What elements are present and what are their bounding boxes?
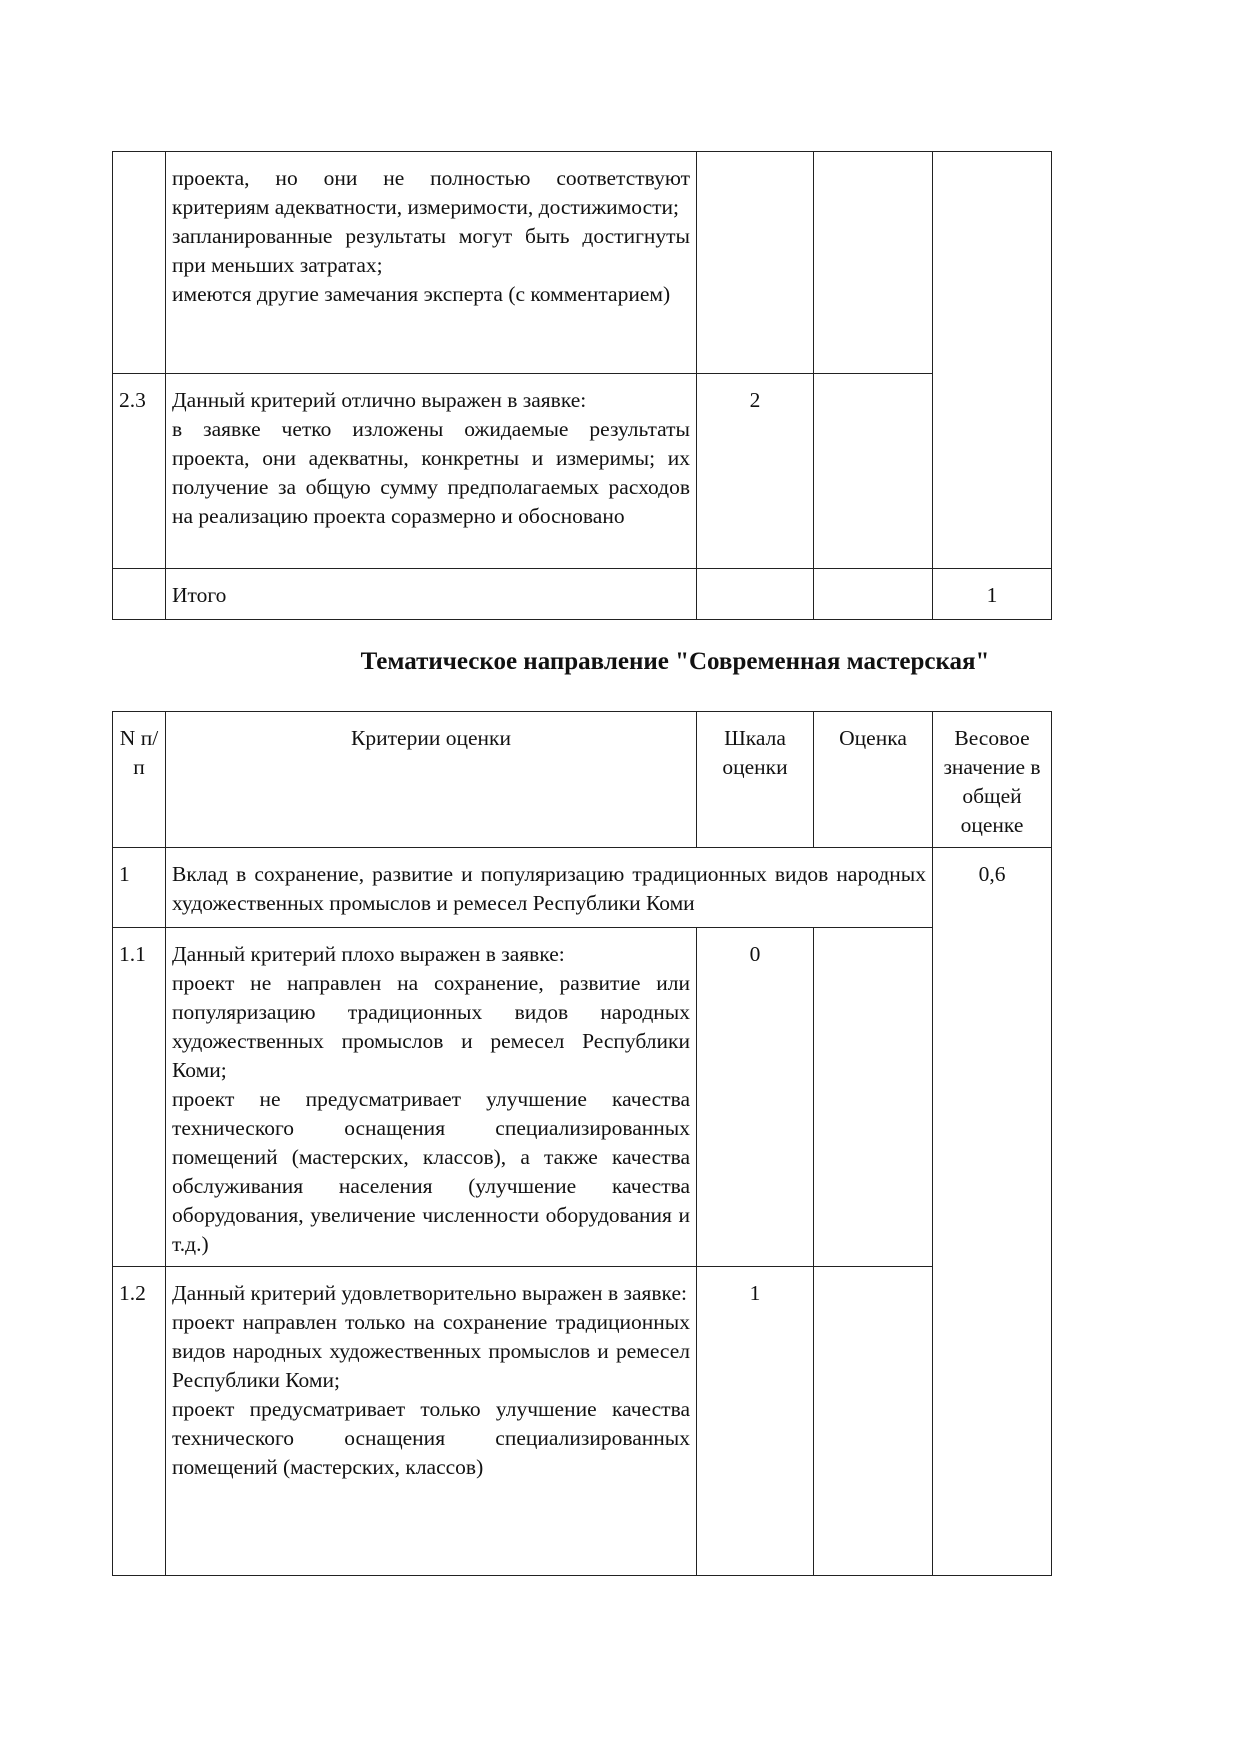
criteria-line: Данный критерий отлично выражен в заявке: — [172, 388, 587, 412]
row-number: 1.2 — [113, 1267, 166, 1576]
score-cell — [814, 374, 933, 569]
header-score: Оценка — [814, 712, 933, 848]
scale-cell: 1 — [697, 1267, 814, 1576]
weight-cell — [933, 152, 1052, 569]
table-row — [113, 152, 1052, 374]
criteria-line: в заявке четко изложены ожидаемые результаты проекта, они адекватны, конкретны и измеримы; их получение за общую сумму предполагаемых расходов на реализацию проекта соразмерно и обосновано — [172, 417, 690, 528]
total-label: Итого — [166, 569, 697, 620]
criteria-line: запланированные результаты могут быть достигнуты при меньших затратах; — [172, 224, 690, 277]
total-weight: 1 — [933, 569, 1052, 620]
scale-cell: 0 — [697, 928, 814, 1267]
empty-cell — [697, 569, 814, 620]
weight-cell: 0,6 — [933, 848, 1052, 1576]
header-row — [113, 712, 1052, 848]
criteria-text — [166, 1267, 697, 1576]
criteria-line: имеются другие замечания эксперта (с комментарием) — [172, 282, 671, 306]
criteria-text — [166, 848, 933, 928]
table-row — [113, 928, 1052, 1267]
criteria-line: проект не предусматривает улучшение качества технического оснащения специализированных помещений (мастерских, классов), а также качества обслуживания населения (улучшение качества оборудования, увеличение численности оборудования и т.д.) — [172, 1087, 690, 1256]
criteria-line: Вклад в сохранение, развитие и популяризацию традиционных видов народных художественных промыслов и ремесел Республики Коми — [172, 862, 926, 915]
criteria-text — [166, 928, 697, 1267]
section-title: Тематическое направление "Современная мастерская" — [360, 648, 990, 675]
criteria-text — [166, 152, 697, 374]
criteria-text — [166, 374, 697, 569]
row-number: 2.3 — [113, 374, 166, 569]
criteria-line: проект предусматривает только улучшение качества технического оснащения специализированных помещений (мастерских, классов) — [172, 1397, 690, 1479]
table-row — [113, 1267, 1052, 1576]
scale-cell — [697, 152, 814, 374]
group-row — [113, 848, 1052, 928]
table-row — [113, 374, 1052, 569]
row-number: 1.1 — [113, 928, 166, 1267]
criteria-line: проекта, но они не полностью соответствуют критериям адекватности, измеримости, достижимости; — [172, 166, 690, 219]
row-number: 1 — [113, 848, 166, 928]
criteria-table — [112, 711, 1052, 1576]
row-number — [113, 152, 166, 374]
criteria-line: проект направлен только на сохранение традиционных видов народных художественных промыслов и ремесел Республики Коми; — [172, 1310, 690, 1392]
header-criteria: Критерии оценки — [166, 712, 697, 848]
score-cell — [814, 1267, 933, 1576]
empty-cell — [113, 569, 166, 620]
total-row — [113, 569, 1052, 620]
header-scale: Шкала оценки — [697, 712, 814, 848]
header-weight: Весовое значение в общей оценке — [933, 712, 1052, 848]
criteria-line: Данный критерий удовлетворительно выражен в заявке: — [172, 1281, 687, 1305]
header-num: N п/п — [113, 712, 166, 848]
score-cell — [814, 928, 933, 1267]
scale-cell: 2 — [697, 374, 814, 569]
empty-cell — [814, 569, 933, 620]
score-cell — [814, 152, 933, 374]
criteria-table-continued — [112, 151, 1052, 620]
criteria-line: проект не направлен на сохранение, развитие или популяризацию традиционных видов народных художественных промыслов и ремесел Республики Коми; — [172, 971, 690, 1082]
criteria-line: Данный критерий плохо выражен в заявке: — [172, 942, 565, 966]
